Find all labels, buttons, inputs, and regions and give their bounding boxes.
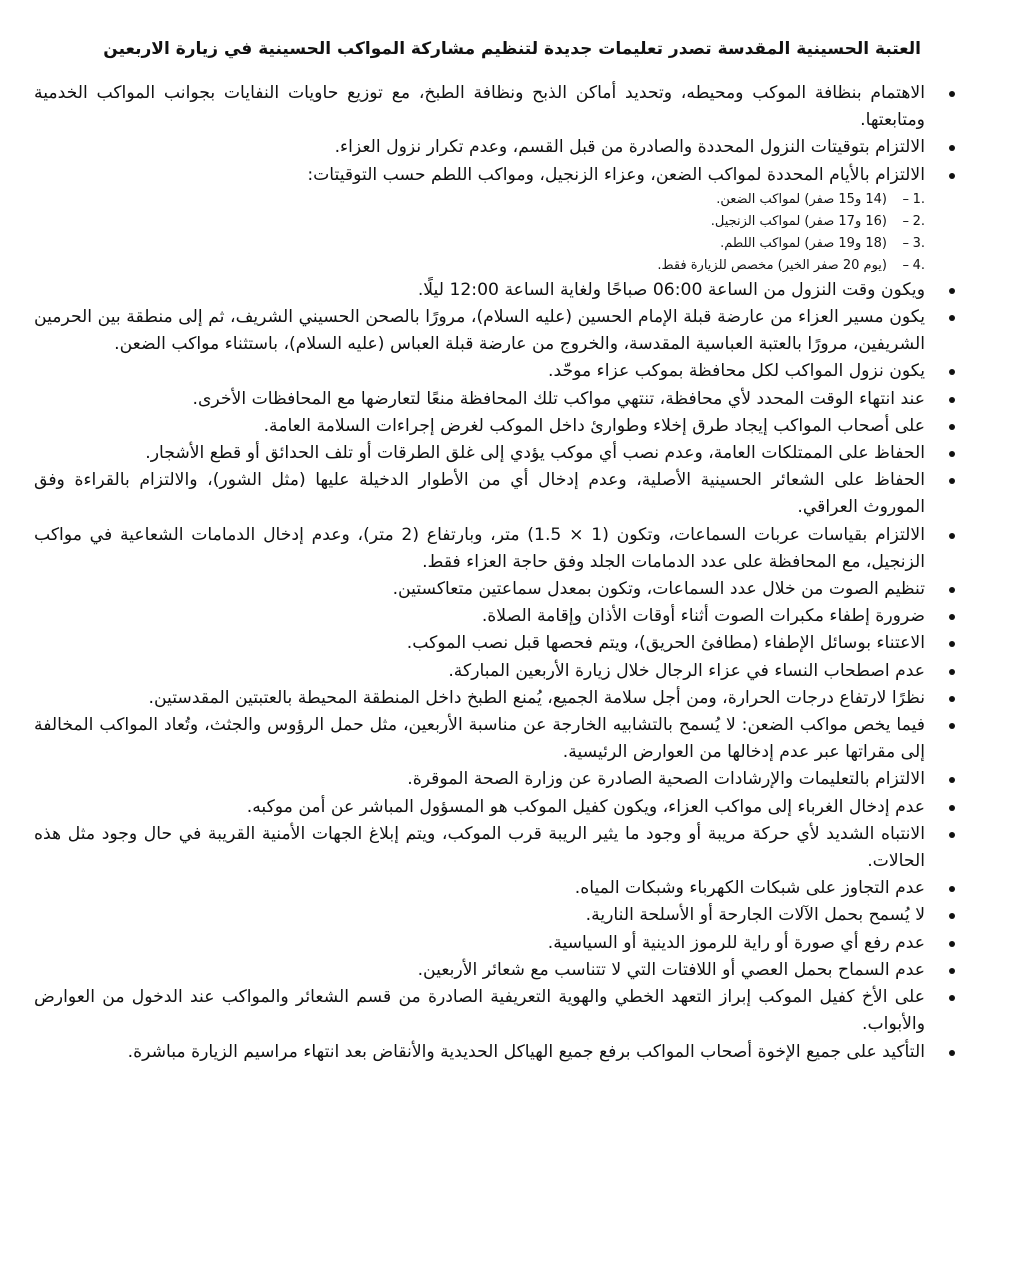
instructions-list (34, 80, 925, 1066)
list-item (34, 630, 925, 657)
list-item (34, 902, 925, 929)
list-item-text: الاعتناء بوسائل الإطفاء (مطافئ الحريق)، ويتم فحصها قبل نصب الموكب. (406, 633, 925, 654)
list-item (34, 1039, 925, 1066)
list-item (34, 358, 925, 385)
list-item (34, 413, 925, 440)
list-item-text: الاهتمام بنظافة الموكب ومحيطه، وتحديد أماكن الذبح ونظافة الطبخ، مع توزيع حاويات النفايات بجوانب المواكب الخدمية ومتابعتها. (34, 83, 925, 131)
schedule-num: .2 (912, 213, 925, 229)
list-item (34, 467, 925, 521)
schedule-num: .1 (912, 191, 925, 207)
list-item-text: التأكيد على جميع الإخوة أصحاب المواكب برفع جميع الهياكل الحديدية والأنقاض بعد انتهاء مراسيم الزيارة مباشرة. (127, 1041, 925, 1062)
schedule-item (34, 211, 925, 233)
list-item (34, 984, 925, 1038)
schedule-num: .3 (912, 235, 925, 251)
list-item-text: الالتزام بالأيام المحددة لمواكب الضعن، وعزاء الزنجيل، ومواكب اللطم حسب التوقيتات: (307, 164, 925, 185)
schedule-item (34, 189, 925, 211)
list-item-text: تنظيم الصوت من خلال عدد السماعات، وتكون بمعدل سماعتين متعاكستين. (392, 579, 925, 600)
list-item-text: الالتزام بالتعليمات والإرشادات الصحية الصادرة عن وزارة الصحة الموقرة. (407, 769, 925, 790)
list-item-text: ضرورة إطفاء مكبرات الصوت أثناء أوقات الأذان وإقامة الصلاة. (481, 606, 925, 627)
list-item (34, 134, 925, 161)
list-item (34, 80, 925, 134)
list-item (34, 821, 925, 875)
schedule-text: (يوم 20 صفر الخير) مخصص للزيارة فقط. (657, 257, 887, 273)
list-item-text: عدم السماح بحمل العصي أو اللافتات التي لا تتناسب مع شعائر الأربعين. (417, 959, 925, 980)
list-item-text: عند انتهاء الوقت المحدد لأي محافظة، تنتهي مواكب تلك المحافظة منعًا لتعارضها مع المحافظات الأخرى. (192, 388, 925, 409)
list-item-text: الانتباه الشديد لأي حركة مريبة أو وجود ما يثير الريبة قرب الموكب، ويتم إبلاغ الجهات الأمنية القريبة في حال وجود مثل هذه الحالات. (34, 823, 925, 872)
list-item (34, 957, 925, 984)
list-item-text: يكون مسير العزاء من عارضة قبلة الإمام الحسين (عليه السلام)، مرورًا بالصحن الحسيني الشريف، ثم إلى منطقة بين الحرمين الشريفين، مرورًا بالعتبة العباسية المقدسة، والخروج من عارضة قبلة العباس (عليه السلام)، باستثناء مواكب الضعن. (34, 307, 925, 355)
schedule-text: (14 و15 صفر) لمواكب الضعن. (716, 191, 887, 207)
list-item (34, 576, 925, 603)
schedule-dash: – (902, 257, 909, 273)
list-item (34, 304, 925, 358)
schedule-list (34, 189, 925, 277)
document-title: العتبة الحسينية المقدسة تصدر تعليمات جديدة لتنظيم مشاركة المواكب الحسينية في زيارة الاربعين (103, 39, 921, 59)
list-item (34, 162, 925, 277)
list-item-text: عدم التجاوز على شبكات الكهرباء وشبكات المياه. (574, 878, 925, 899)
list-item (34, 875, 925, 902)
list-item (34, 440, 925, 467)
list-item-text: الالتزام بقياسات عربات السماعات، وتكون (1 × 1.5) متر، وبارتفاع (2 متر)، وعدم إدخال الدمامات الشعاعية في مواكب الزنجيل، مع المحافظة على عدد الدمامات الجلد وفق حاجة العزاء فقط. (34, 524, 925, 572)
list-item (34, 386, 925, 413)
list-item (34, 603, 925, 630)
list-item-text: لا يُسمح بحمل الآلات الجارحة أو الأسلحة النارية. (585, 905, 925, 926)
schedule-dash: – (902, 191, 909, 207)
list-item (34, 658, 925, 685)
schedule-num: .4 (912, 257, 925, 273)
list-item-text: عدم اصطحاب النساء في عزاء الرجال خلال زيارة الأربعين المباركة. (448, 660, 925, 681)
list-item-text: عدم رفع أي صورة أو راية للرموز الدينية أو السياسية. (547, 932, 925, 953)
list-item (34, 930, 925, 957)
list-item-text: يكون نزول المواكب لكل محافظة بموكب عزاء موحّد. (547, 361, 925, 382)
schedule-item (34, 255, 925, 277)
list-item (34, 277, 925, 304)
list-item-text: على أصحاب المواكب إيجاد طرق إخلاء وطوارئ داخل الموكب لغرض إجراءات السلامة العامة. (263, 415, 925, 436)
list-item-text: الالتزام بتوقيتات النزول المحددة والصادرة من قبل القسم، وعدم تكرار نزول العزاء. (334, 137, 925, 158)
list-item-text: فيما يخص مواكب الضعن: لا يُسمح بالتشابيه الخارجة عن مناسبة الأربعين، مثل حمل الرؤوس والجثث، وتُعاد المواكب المخالفة إلى مقراتها عبر عدم إدخالها من العوارض الرئيسية. (34, 715, 925, 763)
list-item (34, 685, 925, 712)
list-item (34, 712, 925, 766)
list-item (34, 522, 925, 576)
list-item (34, 794, 925, 821)
list-item-text: ويكون وقت النزول من الساعة 06:00 صباحًا ولغاية الساعة 12:00 ليلًا. (417, 279, 925, 300)
list-item-text: على الأخ كفيل الموكب إبراز التعهد الخطي والهوية التعريفية الصادرة من قسم الشعائر والمواكب عند الدخول من العوارض والأبواب. (34, 987, 925, 1035)
list-item-text: الحفاظ على الممتلكات العامة، وعدم نصب أي موكب يؤدي إلى غلق الطرقات أو تلف الحدائق أو قطع الأشجار. (145, 443, 925, 464)
schedule-text: (18 و19 صفر) لمواكب اللطم. (720, 235, 887, 251)
schedule-dash: – (902, 213, 909, 229)
list-item-text: الحفاظ على الشعائر الحسينية الأصلية، وعدم إدخال أي من الأطوار الدخيلة عليها (مثل الشور)، والالتزام بالقراءة وفق الموروث العراقي. (34, 470, 925, 518)
list-item-text: نظرًا لارتفاع درجات الحرارة، ومن أجل سلامة الجميع، يُمنع الطبخ داخل المنطقة المحيطة بالعتبتين المقدستين. (148, 687, 925, 708)
schedule-dash: – (902, 235, 909, 251)
list-item-text: عدم إدخال الغرباء إلى مواكب العزاء، ويكون كفيل الموكب هو المسؤول المباشر عن أمن موكبه. (246, 796, 925, 817)
list-item (34, 766, 925, 793)
schedule-text: (16 و17 صفر) لمواكب الزنجيل. (710, 213, 887, 229)
schedule-item (34, 233, 925, 255)
